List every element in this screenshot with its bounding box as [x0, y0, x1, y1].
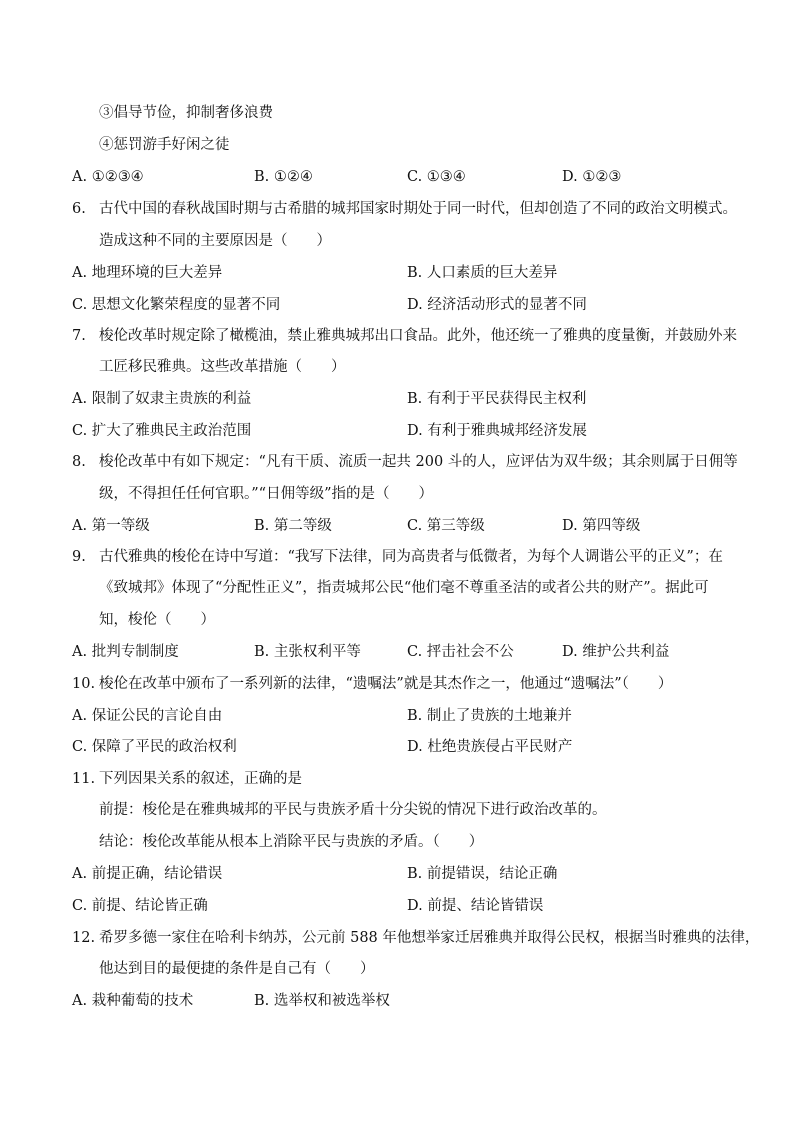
q12-stem-line-2: 他达到目的最便捷的条件是自己有（ ）: [99, 961, 375, 977]
q10-stem-line-1: 10. 梭伦在改革中颁布了一系列新的法律，“遗嘱法”就是其杰作之一，他通过“遗嘱法”（ ）: [72, 676, 673, 692]
q8-number: 8.: [72, 454, 86, 470]
q7-number: 7.: [72, 328, 86, 344]
q12-option-a: A. 栽种葡萄的技术: [72, 993, 194, 1009]
q9-stem-line-2: 《致城邦》体现了“分配性正义”，指责城邦公民“他们毫不尊重圣洁的或者公共的财产”。据此可: [99, 580, 709, 596]
q9-option-d: D. 维护公共利益: [562, 644, 670, 660]
q9-option-c: C. 抨击社会不公: [407, 644, 514, 660]
q5-option-d: D. ①②③: [562, 169, 622, 185]
q7-option-b: B. 有利于平民获得民主权利: [407, 391, 587, 407]
q11-option-c: C. 前提、结论皆正确: [72, 898, 208, 914]
q10-number: 10.: [72, 676, 96, 692]
q5-option-c: C. ①③④: [407, 169, 466, 185]
q6-option-b: B. 人口素质的巨大差异: [407, 265, 558, 281]
q12-option-b: B. 选举权和被选举权: [254, 993, 390, 1009]
q8-option-c: C. 第三等级: [407, 518, 485, 534]
q11-premise: 前提：梭伦是在雅典城邦的平民与贵族矛盾十分尖锐的情况下进行政治改革的。: [99, 802, 607, 818]
q10-option-d: D. 杜绝贵族侵占平民财产: [407, 739, 573, 755]
q11-conclusion: 结论：梭伦改革能从根本上消除平民与贵族的矛盾。（ ）: [99, 834, 484, 850]
q6-number: 6.: [72, 201, 86, 217]
q8-stem-line-1: 8. 梭伦改革中有如下规定：“凡有干质、流质一起共 200 斗的人，应评估为双牛级；其余则属于日佣等: [72, 454, 738, 470]
q6-stem-line-2: 造成这种不同的主要原因是（ ）: [99, 233, 331, 249]
q11-option-a: A. 前提正确，结论错误: [72, 866, 223, 882]
q8-option-d: D. 第四等级: [562, 518, 641, 534]
q8-option-b: B. 第二等级: [254, 518, 332, 534]
q6-option-a: A. 地理环境的巨大差异: [72, 265, 223, 281]
q7-option-d: D. 有利于雅典城邦经济发展: [407, 423, 587, 439]
q11-option-b: B. 前提错误，结论正确: [407, 866, 558, 882]
q5-item-3: ③倡导节俭，抑制奢侈浪费: [99, 105, 273, 121]
q5-item-4: ④惩罚游手好闲之徒: [99, 137, 230, 153]
q11-option-d: D. 前提、结论皆错误: [407, 898, 544, 914]
q9-option-b: B. 主张权利平等: [254, 644, 361, 660]
q10-option-a: A. 保证公民的言论自由: [72, 708, 223, 724]
q9-number: 9.: [72, 549, 86, 565]
q8-stem-line-2: 级，不得担任任何官职。”“日佣等级”指的是（ ）: [99, 486, 433, 502]
q9-stem-line-1: 9. 古代雅典的梭伦在诗中写道：“我写下法律，同为高贵者与低微者，为每个人调谐公平的正义”；在: [72, 549, 723, 565]
q5-option-a: A. ①②③④: [72, 169, 144, 185]
q7-stem-line-1: 7. 梭伦改革时规定除了橄榄油，禁止雅典城邦出口食品。此外，他还统一了雅典的度量衡，并鼓励外来: [72, 328, 737, 344]
q11-stem-line-1: 11. 下列因果关系的叙述，正确的是: [72, 771, 302, 787]
q12-stem-line-1: 12. 希罗多德一家住在哈利卡纳苏，公元前 588 年他想举家迁居雅典并取得公民权，根据当时雅典的法律，: [72, 930, 760, 946]
q7-option-c: C. 扩大了雅典民主政治范围: [72, 423, 252, 439]
q7-option-a: A. 限制了奴隶主贵族的利益: [72, 391, 252, 407]
q10-option-c: C. 保障了平民的政治权利: [72, 739, 237, 755]
q9-option-a: A. 批判专制制度: [72, 644, 179, 660]
q6-option-d: D. 经济活动形式的显著不同: [407, 297, 587, 313]
q9-stem-line-3: 知，梭伦（ ）: [99, 612, 215, 628]
q8-option-a: A. 第一等级: [72, 518, 150, 534]
q11-number: 11.: [72, 771, 96, 787]
q5-option-b: B. ①②④: [254, 169, 313, 185]
q12-number: 12.: [72, 930, 96, 946]
q6-option-c: C. 思想文化繁荣程度的显著不同: [72, 297, 281, 313]
q7-stem-line-2: 工匠移民雅典。这些改革措施（ ）: [99, 359, 346, 375]
q10-option-b: B. 制止了贵族的土地兼并: [407, 708, 572, 724]
q6-stem-line-1: 6. 古代中国的春秋战国时期与古希腊的城邦国家时期处于同一时代，但却创造了不同的政治文明模式。: [72, 201, 737, 217]
